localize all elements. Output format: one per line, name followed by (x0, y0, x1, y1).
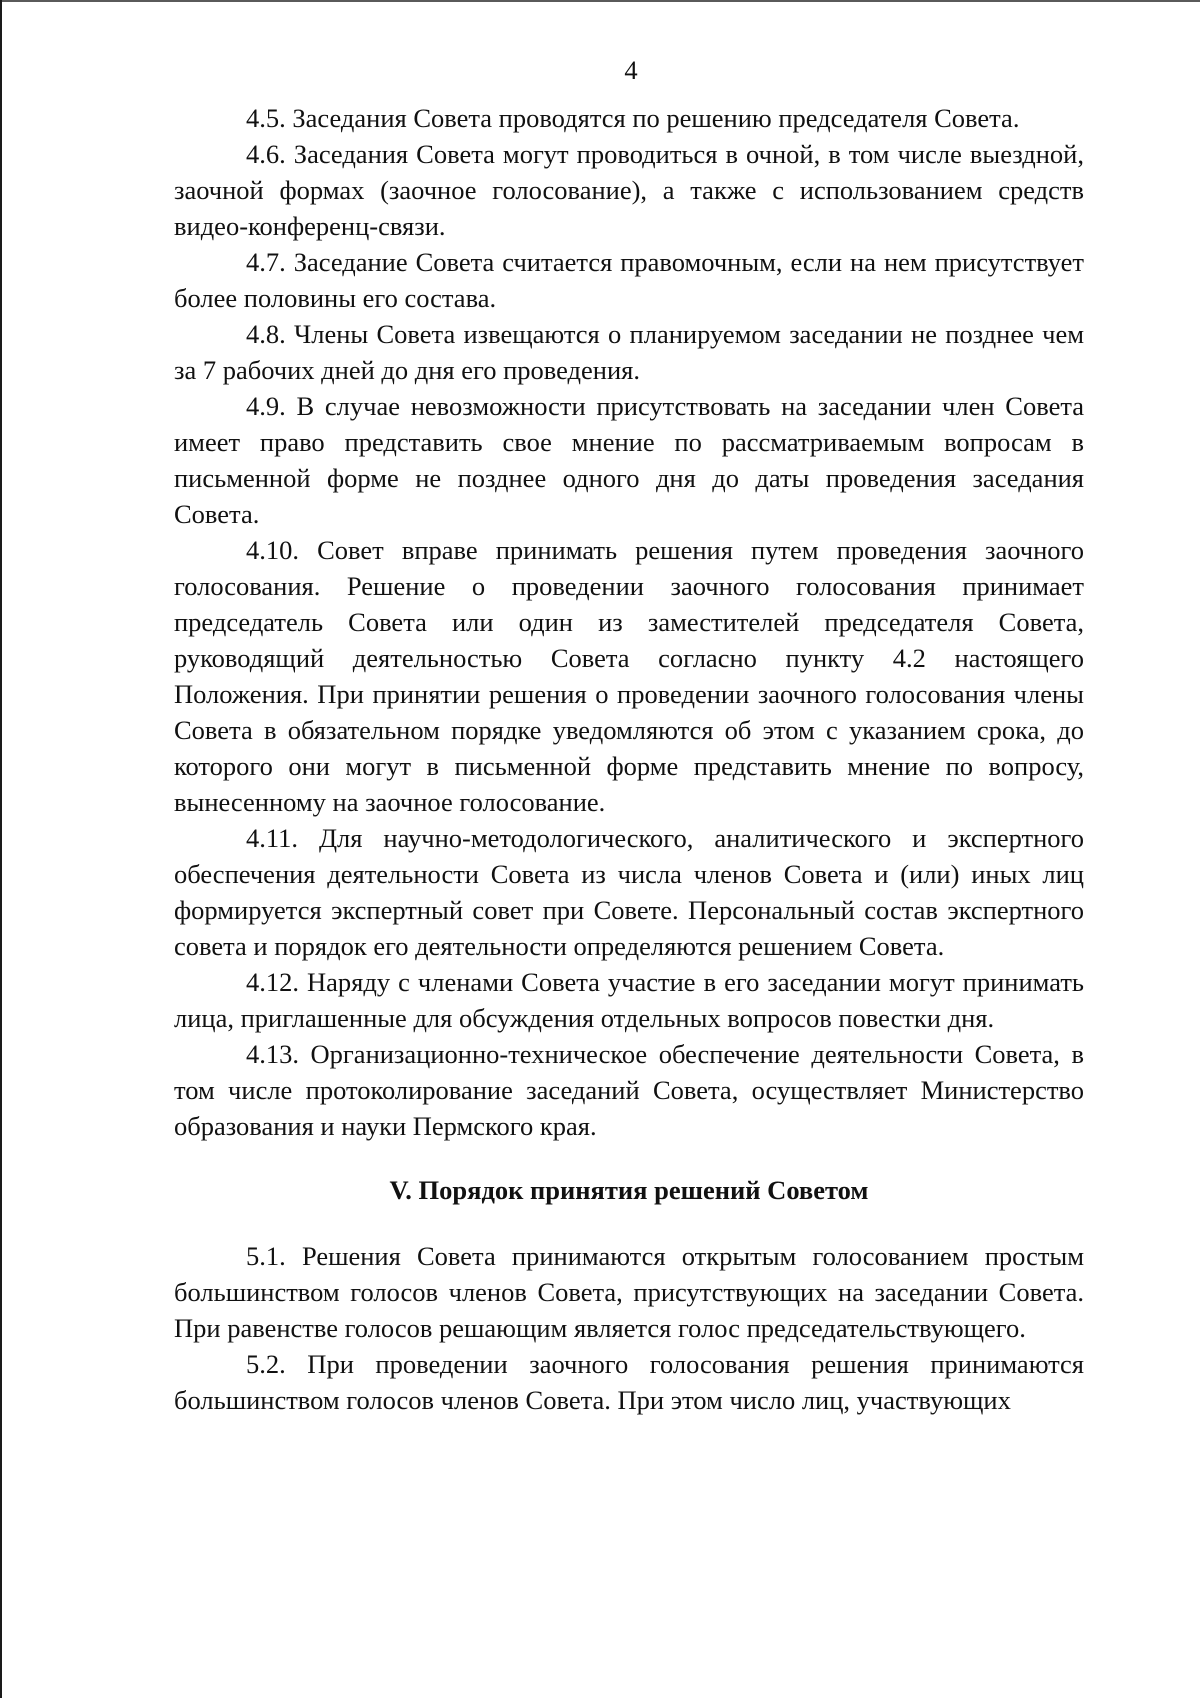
paragraph-4-10: 4.10. Совет вправе принимать решения путем проведения заочного голосования. Решение о проведении заочного голосования принимает председатель Совета или один из заместителей председателя Совета, руководящий деятельностью Совета согласно пункту 4.2 настоящего Положения. При принятии решения о проведении заочного голосования члены Совета в обязательном порядке уведомляются об этом с указанием срока, до которого они могут в письменной форме представить мнение по вопросу, вынесенному на заочное голосование. (174, 535, 1084, 817)
paragraph-4-8: 4.8. Члены Совета извещаются о планируемом заседании не позднее чем за 7 рабочих дней до дня его проведения. (174, 319, 1084, 385)
paragraph-5-2: 5.2. При проведении заочного голосования решения принимаются большинством голосов членов Совета. При этом число лиц, участвующих (174, 1349, 1084, 1415)
paragraph-4-5: 4.5. Заседания Совета проводятся по решению председателя Совета. (246, 103, 1020, 133)
section-heading: V. Порядок принятия решений Советом (389, 1175, 869, 1205)
paragraph-4-11: 4.11. Для научно-методологического, аналитического и экспертного обеспечения деятельности Совета из числа членов Совета и (или) иных лиц формируется экспертный совет при Совете. Персональный состав экспертного совета и порядок его деятельности определяются решением Совета. (174, 823, 1084, 961)
paragraph-4-6: 4.6. Заседания Совета могут проводиться в очной, в том числе выездной, заочной формах (заочное голосование), а также с использованием средств видео-конференц-связи. (174, 139, 1084, 241)
paragraph-5-1: 5.1. Решения Совета принимаются открытым голосованием простым большинством голосов членов Совета, присутствующих на заседании Совета. При равенстве голосов решающим является голос председательствующего. (174, 1241, 1084, 1343)
paragraph-4-13: 4.13. Организационно-техническое обеспечение деятельности Совета, в том числе протоколирование заседаний Совета, осуществляет Министерство образования и науки Пермского края. (174, 1039, 1084, 1141)
page-number: 4 (624, 55, 638, 85)
document-page (174, 52, 1084, 1418)
paragraph-4-7: 4.7. Заседание Совета считается правомочным, если на нем присутствует более половины его состава. (174, 247, 1084, 313)
scan-border-left (0, 0, 2, 1698)
paragraph-4-9: 4.9. В случае невозможности присутствовать на заседании член Совета имеет право представить свое мнение по рассматриваемым вопросам в письменной форме не позднее одного дня до даты проведения заседания Совета. (174, 391, 1084, 529)
paragraph-4-12: 4.12. Наряду с членами Совета участие в его заседании могут принимать лица, приглашенные для обсуждения отдельных вопросов повестки дня. (174, 967, 1084, 1033)
scan-border-top (0, 0, 1200, 2)
